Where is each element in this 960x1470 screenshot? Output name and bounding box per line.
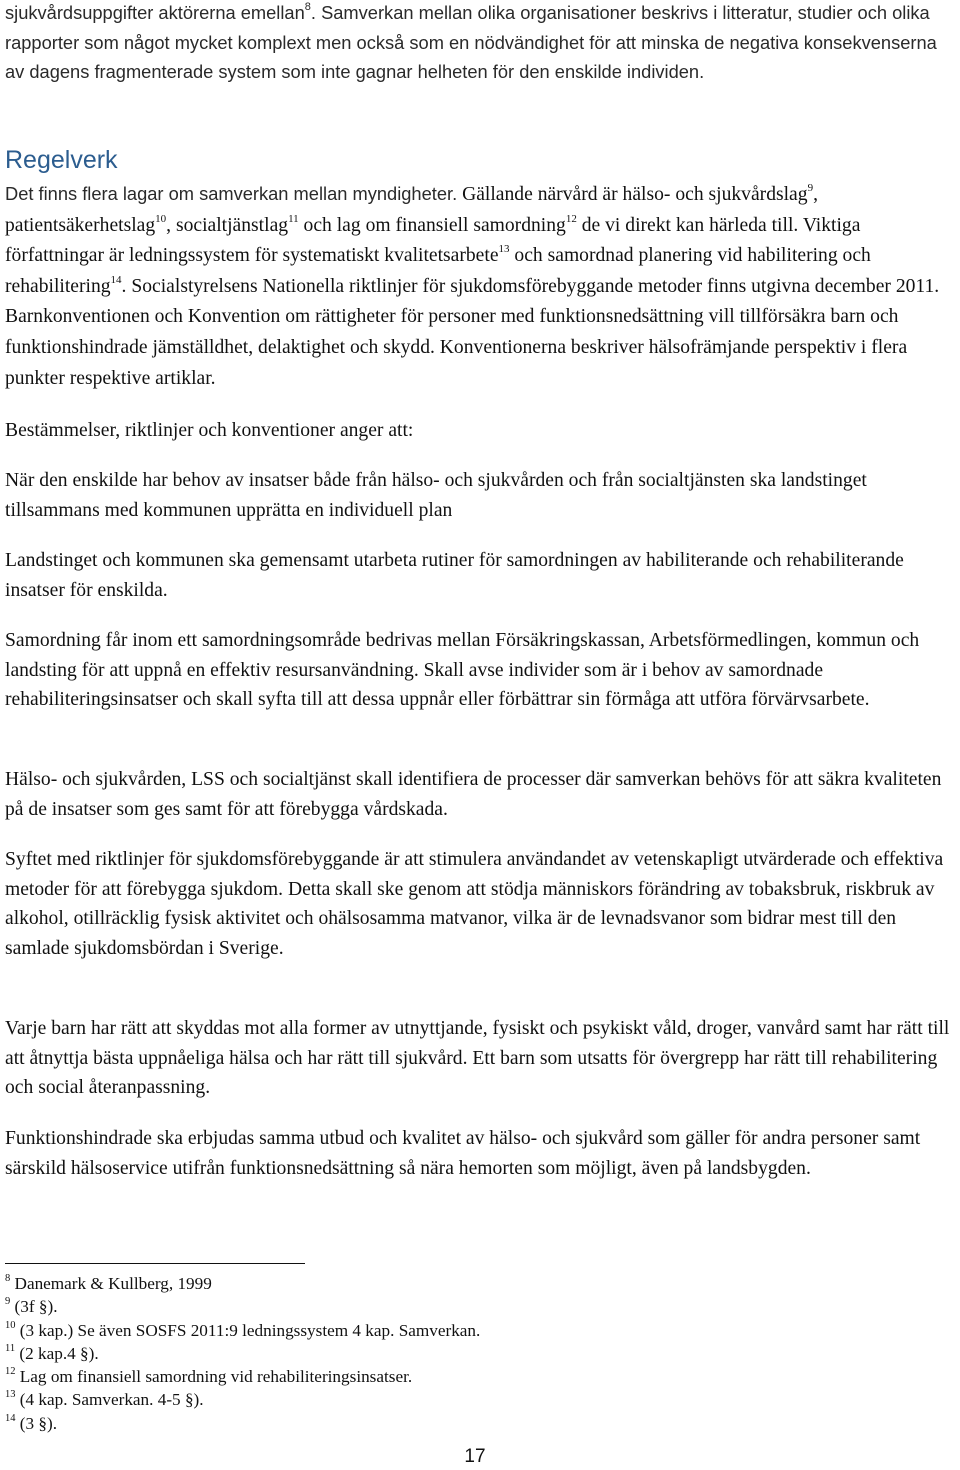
paragraph-funktionshindrade: Funktionshindrade ska erbjudas samma utbud och kvalitet av hälso- och sjukvård som gäller för andra personer samt särskild hälsoservice utifrån funktionsnedsättning så nära hemorten som möjligt, även på landsbygden. [5,1128,921,1179]
section-heading-regelverk: Regelverk [5,146,118,174]
footnote-item [5,1295,955,1318]
footnote-item [5,1342,955,1365]
footnote-text: (3 §). [15,1413,58,1433]
paragraph-rutiner: Landstinget och kommunen ska gemensamt utarbeta rutiner för samordningen av habiliterande och rehabiliterande insatser för enskilda. [5,550,904,601]
paragraph-samordning: Samordning får inom ett samordningsområde bedrivas mellan Försäkringskassan, Arbetsförmedlingen, kommun och landsting för att uppnå en effektiv resursanvändning. Skall avse individer som är i behov av samordnade rehabiliteringsinsatser och skall syfta till att dessa uppnår eller förbättrar sin förmåga att utföra förvärvsarbete. [5,630,920,711]
footnote-item [5,1412,955,1435]
footnote-item [5,1388,955,1411]
footnote-number: 13 [5,1389,16,1401]
footnote-text: (3f §). [10,1297,58,1317]
footnote-item [5,1272,955,1295]
regelverk-lead: Det finns flera lagar om samverkan mellan myndigheter. [5,183,458,204]
intro-paragraph [5,0,955,87]
footnote-divider [5,1263,305,1264]
footnote-text: Danemark & Kullberg, 1999 [10,1274,212,1293]
footnote-ref-14[interactable]: 14 [110,273,122,286]
footnote-ref-9[interactable]: 9 [807,182,814,194]
footnote-ref-8[interactable]: 8 [304,1,311,13]
footnote-text: (2 kap.4 §). [15,1343,99,1363]
footnote-text: (3 kap.) Se även SOSFS 2011:9 ledningssystem 4 kap. Samverkan. [15,1320,481,1340]
intro-text-a: sjukvårdsuppgifter aktörerna emellan [5,2,305,23]
footnote-ref-10[interactable]: 10 [155,212,167,225]
paragraph-processer: Hälso- och sjukvården, LSS och socialtjänst skall identifiera de processer där samverkan behövs för att säkra kvaliteten på de insatser som ges samt för att förebygga vårdskada. [5,769,942,820]
regelverk-paragraph [5,179,955,394]
footnote-number: 9 [5,1296,11,1308]
footnote-number: 12 [5,1366,16,1378]
footnote-ref-12[interactable]: 12 [565,212,577,225]
footnote-ref-11[interactable]: 11 [288,212,299,225]
footnote-text: (4 kap. Samverkan. 4-5 §). [15,1390,204,1410]
footnote-ref-13[interactable]: 13 [498,243,510,256]
regelverk-text-6: och samordnad planering vid habilitering och rehabilitering [5,245,871,297]
regelverk-text-1: Gällande närvård är hälso- och sjukvårdslag [457,184,808,205]
regelverk-text-4: och lag om finansiell samordning [298,214,566,236]
paragraph-individuell-plan: När den enskilde har behov av insatser både från hälso- och sjukvården och från socialtjänsten ska landstinget tillsammans med kommunen upprätta en individuell plan [5,470,867,521]
footnotes [5,1272,955,1435]
footnote-number: 8 [5,1273,11,1284]
paragraph-riktlinjer: Syftet med riktlinjer för sjukdomsförebyggande är att stimulera användandet av vetenskapligt utvärderade och effektiva metoder för att förebygga sjukdom. Detta skall ske genom att stödja människors förändring av tobaksbruk, riskbruk av alkohol, otillräcklig fysisk aktivitet och ohälsosamma matvanor, vilka är de levnadsvanor som bidrar mest till den samlade sjukdomsbördan i Sverige. [5,849,944,959]
regelverk-text-3: , socialtjänstlag [166,214,289,236]
footnote-item [5,1319,955,1342]
regelverk-text-2: , patientsäkerhetslag [5,184,818,236]
regelverk-text-7: . Socialstyrelsens Nationella riktlinjer för sjukdomsförebyggande metoder finns utgivna december 2011. Barnkonventionen och Konvention om rättigheter för personer med funktionsnedsättning vill tillförsäkra barn och funktionshindrade jämställdhet, delaktighet och skydd. Konventionerna beskriver hälsofrämjande perspektiv i flera punkter respektive artiklar. [5,275,940,389]
footnote-number: 14 [5,1412,16,1424]
paragraph-bestammelser: Bestämmelser, riktlinjer och konventioner anger att: [5,420,414,441]
footnote-number: 11 [5,1342,16,1354]
footnote-number: 10 [5,1319,16,1331]
page-number: 17 [464,1446,486,1467]
regelverk-text-5: de vi direkt kan härleda till. Viktiga författningar är ledningssystem för systematiskt kvalitetsarbete [5,214,861,267]
intro-text-b: . Samverkan mellan olika organisationer beskrivs i litteratur, studier och olika rapporter som något mycket komplext men också som en nödvändighet för att minska de negativa konsekvenserna av dagens fragmenterade system som inte gagnar helheten för den enskilde individen. [5,2,937,83]
footnote-text: Lag om finansiell samordning vid rehabiliteringsinsatser. [15,1367,413,1387]
paragraph-barn: Varje barn har rätt att skyddas mot alla former av utnyttjande, fysiskt och psykiskt våld, droger, vanvård samt har rätt till att åtnyttja bästa uppnåeliga hälsa och har rätt till sjukvård. Ett barn som utsatts för övergrepp har rätt till rehabilitering och social återanpassning. [5,1018,950,1099]
footnote-item [5,1365,955,1388]
